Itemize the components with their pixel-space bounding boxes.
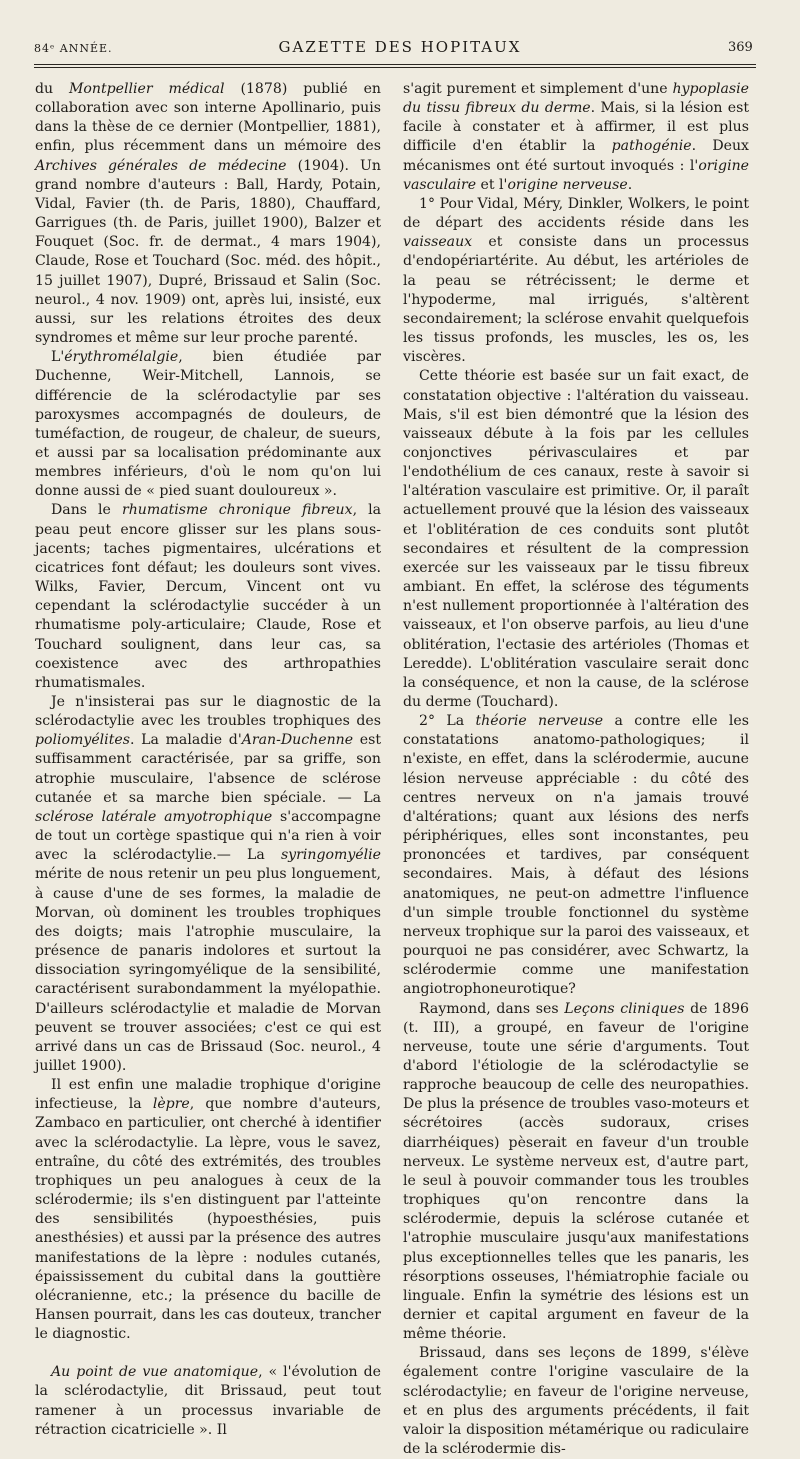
left-column-paragraph: Il est enfin une maladie trophique d'origine infectieuse, la lèpre, que nombre d'auteurs, Zambaco en particulier, ont cherché à identifier avec la sclérodactylie. La lèpre, vous le savez, entraîne, du côté des extrémités, des troubles trophiques un peu analogues à ceux de la sclérodermie; ils s'en distinguent par l'atteinte des sensibilités (hypoesthésies, puis anesthésies) et aussi par la présence des autres manifestations de la lèpre : nodules cutanés, épaississement du cubital dans la gouttière olécranienne, etc.; la présence du bacille de Hansen pourrait, dans les cas douteux, trancher le diagnostic. xyxy=(35,1077,381,1343)
right-column-paragraph: s'agit purement et simplement d'une hypoplasie du tissu fibreux du derme. Mais, si la lésion est facile à constater et à affirmer, il est plus difficile d'en établir la pathogénie. Deux mécanismes ont été surtout invoqués : l'origine vasculaire et l'origine nerveuse. xyxy=(403,81,749,193)
page-number: 369 xyxy=(728,40,753,55)
right-column-paragraph: Cette théorie est basée sur un fait exact, de constatation objective : l'altération du vaisseau. Mais, s'il est bien démontré que la lésion des vaisseaux débute à la fois par les cellules conjonctives périvasculaires et par l'endothélium de ces canaux, reste à savoir si l'altération vasculaire est primitive. Or, il paraît actuellement prouvé que la lésion des vaisseaux et l'oblitération de ces conduits sont plutôt secondaires et résultent de la compression exercée sur les vaisseaux par le tissu fibreux ambiant. En effet, la sclérose des téguments n'est nullement proportionnée à l'altération des vaisseaux, et l'on observe parfois, au lieu d'une oblitération, l'ectasie des artérioles (Thomas et Leredde). L'oblitération vasculaire serait donc la conséquence, et non la cause, de la sclérose du derme (Touchard). xyxy=(403,368,749,710)
right-column-paragraph: Raymond, dans ses Leçons cliniques de 1896 (t. III), a groupé, en faveur de l'origine nerveuse, toute une série d'arguments. Tout d'abord l'étiologie de la sclérodactylie se rapproche beaucoup de celle des neuropathies. De plus la présence de troubles vaso-moteurs et sécrétoires (accès sudoraux, crises diarrhéiques) pèserait en faveur d'un trouble nerveux. Le système nerveux est, d'autre part, le seul à pouvoir commander tous les troubles trophiques qu'on rencontre dans la sclérodermie, depuis la sclérose cutanée et l'atrophie musculaire jusqu'aux manifestations plus exceptionnelles telles que les panaris, les résorptions osseuses, l'hémiatrophie faciale ou linguale. Enfin la symétrie des lésions est un dernier et capital argument en faveur de la même théorie. xyxy=(403,1000,749,1343)
journal-title: GAZETTE DES HOPITAUX xyxy=(278,38,522,56)
left-column-paragraph: Au point de vue anatomique, « l'évolution de la sclérodactylie, dit Brissaud, peut tout ramener à un processus invariable de rétraction cicatricielle ». Il xyxy=(35,1364,381,1438)
left-column xyxy=(35,80,381,1440)
left-column-paragraph: Dans le rhumatisme chronique fibreux, la peau peut encore glisser sur les plans sous-jacents; taches pigmentaires, ulcérations et cicatrices font défaut; les douleurs sont vives. Wilks, Favier, Dercum, Vincent ont vu cependant la sclérodactylie succéder à un rhumatisme poly-articulaire; Claude, Rose et Touchard soulignent, dans leur cas, sa coexistence avec des arthropathies rhumatismales. xyxy=(35,502,381,691)
header-rule-double xyxy=(34,67,756,68)
left-column-paragraph: L'érythromélalgie, bien étudiée par Duchenne, Weir-Mitchell, Lannois, se différencie de la sclérodactylie par ses paroxysmes accompagnés de douleurs, de tuméfaction, de rougeur, de chaleur, de sueurs, et aussi par sa localisation prédominante aux membres inférieurs, d'où le nom qu'on lui donne aussi de « pied suant douloureux ». xyxy=(35,349,381,500)
right-column-paragraph: 2° La théorie nerveuse a contre elle les constatations anatomo-pathologiques; il n'existe, en effet, dans la sclérodermie, aucune lésion nerveuse appréciable : du côté des centres nerveux on n'a jamais trouvé d'altérations; quant aux lésions des nerfs périphériques, elles sont inconstantes, peu prononcées et tardives, par conséquent secondaires. Mais, à défaut des lésions anatomiques, ne peut-on admettre l'influence d'un simple trouble fonctionnel du système nerveux trophique sur la paroi des vaisseaux, et pourquoi ne pas considérer, avec Schwartz, la sclérodermie comme une manifestation angiotrophoneurotique? xyxy=(403,713,749,998)
annee-label: 84ᵉ ANNÉE. xyxy=(34,42,113,55)
right-column xyxy=(403,80,749,1459)
header-rule xyxy=(34,64,756,65)
left-column-paragraph: du Montpellier médical (1878) publié en collaboration avec son interne Apollinario, puis dans la thèse de ce dernier (Montpellier, 1881), enfin, plus récemment dans un mémoire des Archives générales de médecine (1904). Un grand nombre d'auteurs : Ball, Hardy, Potain, Vidal, Favier (th. de Paris, 1880), Chauffard, Garrigues (th. de Paris, juillet 1900), Balzer et Fouquet (Soc. fr. de dermat., 4 mars 1904), Claude, Rose et Touchard (Soc. méd. des hôpit., 15 juillet 1907), Dupré, Brissaud et Salin (Soc. neurol., 4 nov. 1909) ont, après lui, insisté, eux aussi, sur les relations étroites des deux syndromes et même sur leur proche parenté. xyxy=(35,81,381,347)
right-column-paragraph: 1° Pour Vidal, Méry, Dinkler, Wolkers, le point de départ des accidents réside dans les vaisseaux et consiste dans un processus d'endopériartérite. Au début, les artérioles de la peau se rétrécissent; le derme et l'hypoderme, mal irrigués, s'altèrent secondairement; la sclérose envahit quelquefois les tissus profonds, les muscles, les os, les viscères. xyxy=(403,195,749,366)
right-column-paragraph: Brissaud, dans ses leçons de 1899, s'élève également contre l'origine vasculaire de la sclérodactylie; en faveur de l'origine nerveuse, et en plus des arguments précédents, il fait valoir la disposition métamérique ou radiculaire de la sclérodermie dis- xyxy=(403,1345,749,1458)
left-column-paragraph: Je n'insisterai pas sur le diagnostic de la sclérodactylie avec les troubles trophiques des poliomyélites. La maladie d'Aran-Duchenne est suffisamment caractérisée, par sa griffe, son atrophie musculaire, l'absence de sclérose cutanée et sa marche bien spéciale. — La sclérose latérale amyotrophique s'accompagne de tout un cortège spastique qui n'a rien à voir avec la sclérodactylie.— La syringomyélie mérite de nous retenir un peu plus longuement, à cause d'une de ses formes, la maladie de Morvan, où dominent les troubles trophiques des doigts; mais l'atrophie musculaire, la présence de panaris indolores et surtout la dissociation syringomyélique de la sensibilité, caractérisent surabondamment la myélopathie. D'ailleurs sclérodactylie et maladie de Morvan peuvent se trouver associées; c'est ce qui est arrivé dans un cas de Brissaud (Soc. neurol., 4 juillet 1900). xyxy=(35,694,381,1074)
